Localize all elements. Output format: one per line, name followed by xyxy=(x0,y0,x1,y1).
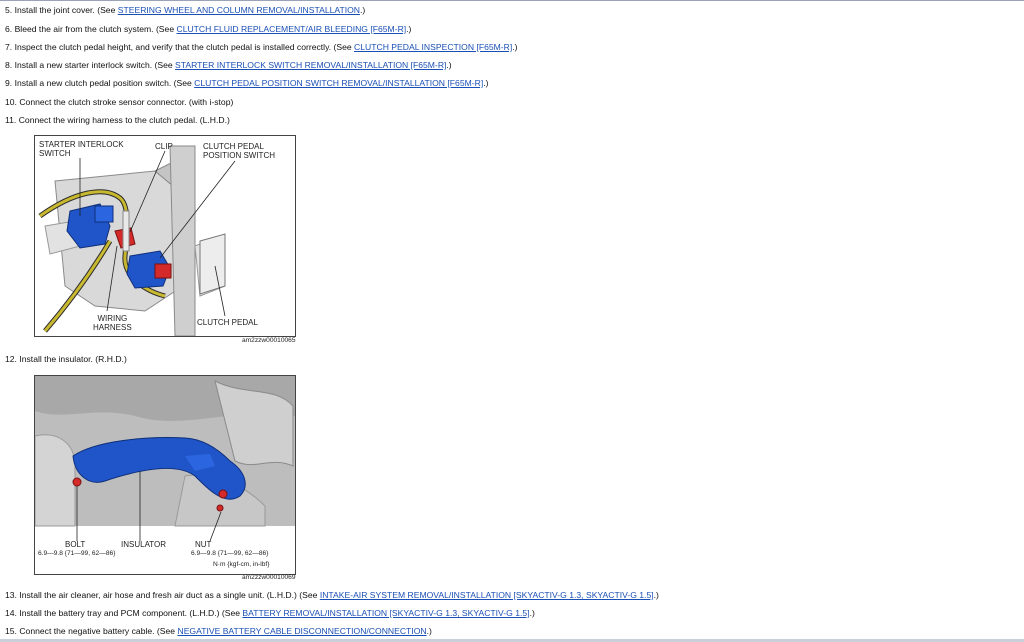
step-6: 6. Bleed the air from the clutch system. (See CLUTCH FLUID REPLACEMENT/AIR BLEEDING [F65M-R].) xyxy=(5,24,412,34)
link-battery-removal[interactable]: BATTERY REMOVAL/INSTALLATION [SKYACTIV-G 1.3, SKYACTIV-G 1.5] xyxy=(242,608,530,618)
step-7: 7. Inspect the clutch pedal height, and verify that the clutch pedal is installed correctly. (See CLUTCH PEDAL INSPECTION [F65M-R].) xyxy=(5,42,518,52)
step-9: 9. Install a new clutch pedal position switch. (See CLUTCH PEDAL POSITION SWITCH REMOVAL/INSTALLATION [F65M-R].) xyxy=(5,78,489,88)
label-torque-units: N·m {kgf-cm, in-lbf} xyxy=(213,561,270,568)
figure-insulator xyxy=(34,375,296,575)
step-10: 10. Connect the clutch stroke sensor connector. (with i-stop) xyxy=(5,97,234,107)
label-nut-torque: 6.9—9.8 {71—99, 62—86} xyxy=(191,550,269,557)
figure-id-2: am2zzw00010069 xyxy=(242,574,296,581)
step-14: 14. Install the battery tray and PCM component. (L.H.D.) (See BATTERY REMOVAL/INSTALLATION [SKYACTIV-G 1.3, SKYACTIV-G 1.5].) xyxy=(5,608,535,618)
figure-id-1: am2zzw00010065 xyxy=(242,337,296,344)
label-wiring-harness: WIRING HARNESS xyxy=(93,314,132,332)
step-12: 12. Install the insulator. (R.H.D.) xyxy=(5,354,127,364)
step-5: 5. Install the joint cover. (See STEERING WHEEL AND COLUMN REMOVAL/INSTALLATION.) xyxy=(5,5,366,15)
step-15: 15. Connect the negative battery cable. (See NEGATIVE BATTERY CABLE DISCONNECTION/CONNECTION.) xyxy=(5,626,432,636)
step-8: 8. Install a new starter interlock switch. (See STARTER INTERLOCK SWITCH REMOVAL/INSTALLATION [F65M-R].) xyxy=(5,60,452,70)
figure-clutch-pedal-assembly xyxy=(34,135,296,337)
link-intake-air-system[interactable]: INTAKE-AIR SYSTEM REMOVAL/INSTALLATION [SKYACTIV-G 1.3, SKYACTIV-G 1.5] xyxy=(319,590,654,600)
link-clutch-pedal-inspection[interactable]: CLUTCH PEDAL INSPECTION [F65M-R] xyxy=(354,42,513,52)
top-divider xyxy=(0,0,1024,1)
label-bolt: BOLT xyxy=(65,540,86,549)
label-insulator: INSULATOR xyxy=(121,540,167,549)
step-13: 13. Install the air cleaner, air hose and fresh air duct as a single unit. (L.H.D.) (See INTAKE-AIR SYSTEM REMOVAL/INSTALLATION [SKYACTIV-G 1.3, SKYACTIV-G 1.5].) xyxy=(5,590,659,600)
step-11: 11. Connect the wiring harness to the clutch pedal. (L.H.D.) xyxy=(5,115,230,125)
link-clutch-fluid[interactable]: CLUTCH FLUID REPLACEMENT/AIR BLEEDING [F65M-R] xyxy=(176,24,407,34)
label-clutch-pedal: CLUTCH PEDAL xyxy=(197,318,258,327)
link-negative-battery-cable[interactable]: NEGATIVE BATTERY CABLE DISCONNECTION/CONNECTION xyxy=(177,626,427,636)
label-clutch-pedal-position-switch: CLUTCH PEDAL POSITION SWITCH xyxy=(203,142,275,160)
label-bolt-torque: 6.9—9.8 {71—99, 62—86} xyxy=(38,550,116,557)
label-starter-interlock-switch: STARTER INTERLOCK SWITCH xyxy=(39,140,124,158)
link-starter-interlock[interactable]: STARTER INTERLOCK SWITCH REMOVAL/INSTALLATION [F65M-R] xyxy=(175,60,447,70)
clutch-pedal-illustration xyxy=(35,136,295,336)
link-clutch-pedal-position[interactable]: CLUTCH PEDAL POSITION SWITCH REMOVAL/INSTALLATION [F65M-R] xyxy=(194,78,484,88)
link-steering-wheel-column[interactable]: STEERING WHEEL AND COLUMN REMOVAL/INSTALLATION xyxy=(117,5,361,15)
label-clip: CLIP xyxy=(155,142,173,151)
label-nut: NUT xyxy=(195,540,212,549)
